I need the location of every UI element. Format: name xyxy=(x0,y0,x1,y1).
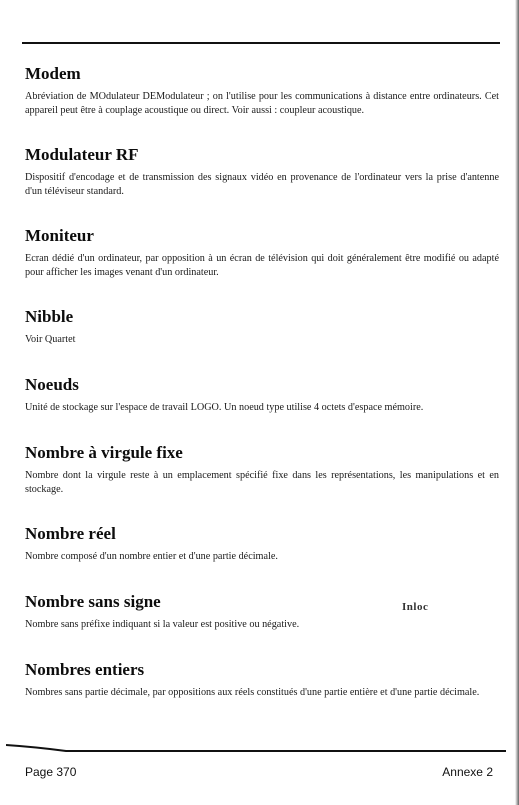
glossary-entry-nombre-virgule-fixe xyxy=(25,443,499,497)
entry-description: Ecran dédié d'un ordinateur, par opposition à un écran de télévision qui doit généralement être modifié ou adapté pour afficher les images venant d'un ordinateur. xyxy=(25,253,499,278)
entry-term: Noeuds xyxy=(25,375,79,394)
entry-term: Modem xyxy=(25,64,81,83)
glossary-entry-noeuds xyxy=(25,375,499,415)
entry-description: Nombres sans partie décimale, par oppositions aux réels constitués d'une partie entière et d'une partie décimale. xyxy=(25,687,480,698)
glossary-entry-nombre-reel xyxy=(25,524,499,564)
entry-description: Unité de stockage sur l'espace de travail LOGO. Un noeud type utilise 4 octets d'espace mémoire. xyxy=(25,402,424,413)
entry-term: Modulateur RF xyxy=(25,145,139,164)
entry-description: Voir Quartet xyxy=(25,334,76,345)
entry-term: Nombre sans signe xyxy=(25,592,161,611)
page-edge-shadow xyxy=(515,0,519,805)
entry-description: Nombre composé d'un nombre entier et d'une partie décimale. xyxy=(25,551,278,562)
glossary-entry-modem xyxy=(25,64,499,118)
entry-term: Moniteur xyxy=(25,226,94,245)
section-label: Annexe 2 xyxy=(442,765,493,779)
entry-description: Abréviation de MOdulateur DEModulateur ; on l'utilise pour les communications à distance entre ordinateurs. Cet appareil peut être à couplage acoustique ou direct. Voir aussi : coupleur acoustique. xyxy=(25,91,499,116)
page-number: Page 370 xyxy=(25,765,77,779)
glossary-entry-nibble xyxy=(25,307,499,347)
entry-term: Nibble xyxy=(25,307,74,326)
entry-term: Nombres entiers xyxy=(25,660,145,679)
footer-rule xyxy=(6,744,506,752)
glossary-entry-nombres-entiers xyxy=(25,660,499,700)
glossary-entry-moniteur xyxy=(25,226,499,280)
stray-print-mark: Inloc xyxy=(402,601,429,613)
glossary-entry-modulateur-rf xyxy=(25,145,499,199)
header-rule xyxy=(22,42,500,44)
entry-term: Nombre à virgule fixe xyxy=(25,443,183,462)
entry-description: Nombre dont la virgule reste à un emplacement spécifié fixe dans les représentations, les manipulations et en stockage. xyxy=(25,470,499,495)
entry-description: Dispositif d'encodage et de transmission des signaux vidéo en provenance de l'ordinateur vers la prise d'antenne d'un téléviseur standard. xyxy=(25,172,499,197)
entry-description: Nombre sans préfixe indiquant si la valeur est positive ou négative. xyxy=(25,619,300,630)
entry-term: Nombre réel xyxy=(25,524,116,543)
